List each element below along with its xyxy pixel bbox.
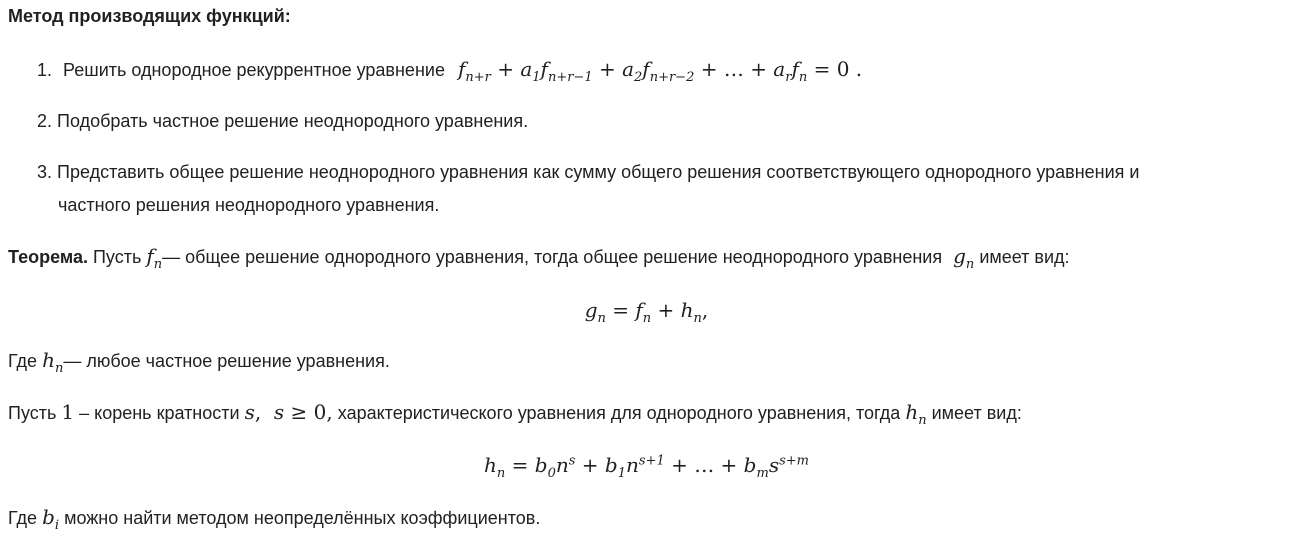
step-text: Решить однородное рекуррентное уравнение bbox=[63, 60, 445, 80]
formula-one: 1 bbox=[61, 400, 75, 424]
step-number: 1. bbox=[37, 60, 53, 80]
formula-fn: $f_n$ bbox=[146, 244, 163, 272]
theorem-label: Теорема. bbox=[8, 247, 88, 267]
section-heading: Метод производящих функций: bbox=[8, 6, 291, 26]
root-multiplicity-paragraph: Пусть 1 – корень кратности s, s ≥ 0, характеристического уравнения для однородного уравнения, тогда $h_n$ имеет вид: bbox=[8, 400, 1022, 428]
formula-hn: $h_n$ bbox=[905, 400, 927, 428]
theorem-paragraph: Теорема. Пусть $f_n—$ общее решение однородного уравнения, тогда общее решение неоднородного уравнения $g_n$ имеет вид: bbox=[8, 244, 1070, 272]
formula-hn: $h_n$ bbox=[42, 348, 64, 376]
list-item-step-3 bbox=[37, 160, 1139, 184]
list-item-step-1 bbox=[37, 57, 863, 85]
step-text: Представить общее решение неоднородного уравнения как сумму общего решения соответствующего однородного уравнения и bbox=[57, 162, 1140, 182]
general-solution-formula: $g_n = f_n + h_n$, bbox=[584, 298, 709, 326]
step-number: 2. bbox=[37, 111, 53, 131]
particular-solution-formula: $h_n = b_0n^s + b_1n^{s+1}$ + … + $b_ms^{s+m}$ bbox=[484, 453, 809, 481]
formula-s-condition: s, s ≥ 0, bbox=[244, 400, 333, 424]
homogeneous-recurrence-formula: $f_{n+r} + a_1f_{n+r-1} + a_2f_{n+r-2}$ + … + $a_rf_n = 0$ . bbox=[457, 57, 863, 85]
list-item-step-2 bbox=[37, 109, 528, 133]
step-number: 3. bbox=[37, 162, 53, 182]
formula-bi: $b_i$ bbox=[42, 505, 60, 533]
where-b-paragraph: Где $b_i$ можно найти методом неопределённых коэффициентов. bbox=[8, 505, 541, 533]
where-h-paragraph: Где $h_n—$ любое частное решение уравнения. bbox=[8, 348, 390, 376]
step-text: Подобрать частное решение неоднородного уравнения. bbox=[57, 111, 529, 131]
list-item-step-3-continued: частного решения неоднородного уравнения. bbox=[58, 195, 440, 215]
formula-gn: $g_n$ bbox=[953, 244, 975, 272]
